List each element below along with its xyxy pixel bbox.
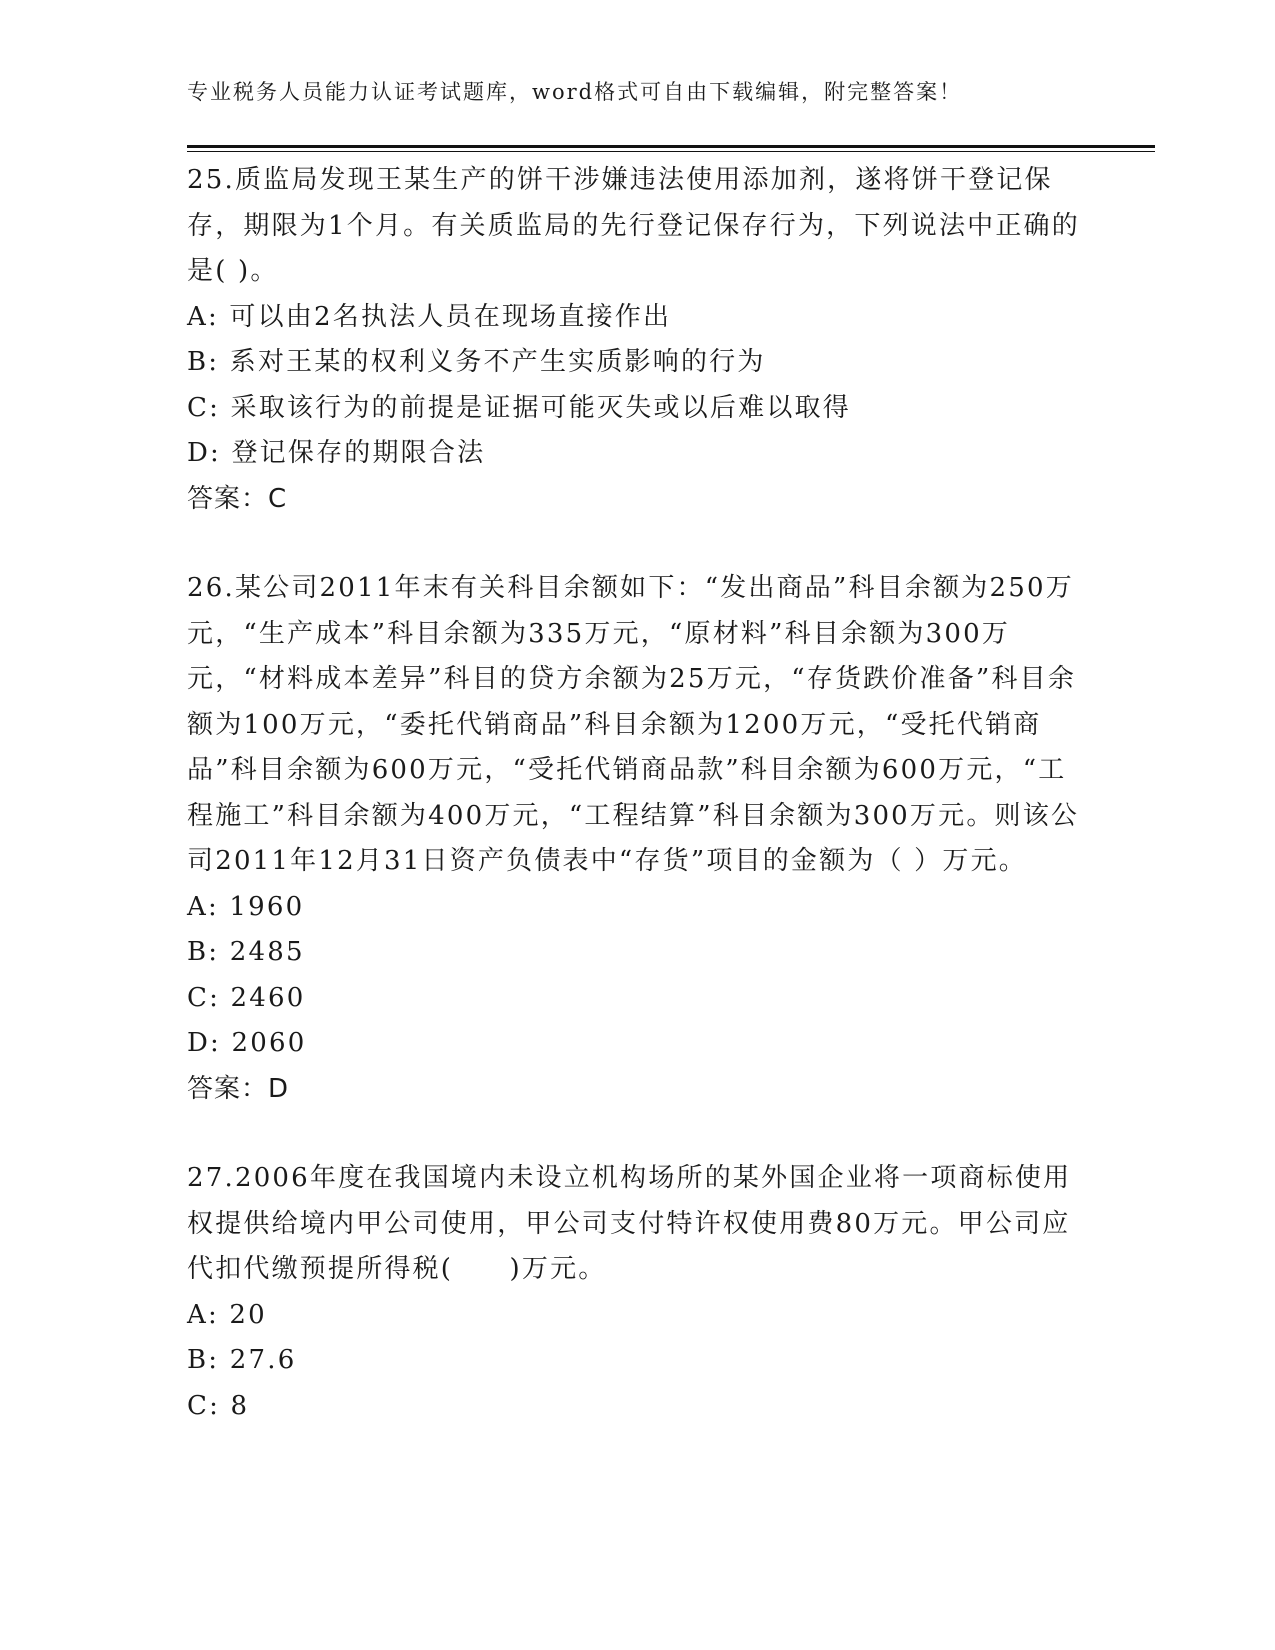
option-a <box>187 1293 1087 1339</box>
option-text: 8 <box>230 1390 250 1421</box>
question-list <box>187 158 1087 1429</box>
question-stem: 25.质监局发现王某生产的饼干涉嫌违法使用添加剂，遂将饼干登记保存，期限为1个月。有关质监局的先行登记保存行为，下列说法中正确的是( )。 <box>187 165 1080 286</box>
header-divider-thin <box>187 151 1155 152</box>
option-text: 2485 <box>229 937 305 967</box>
option-letter: C: <box>187 392 221 423</box>
question-stem: 27.2006年度在我国境内未设立机构场所的某外国企业将一项商标使用权提供给境内甲公司使用，甲公司支付特许权使用费80万元。甲公司应代扣代缴预提所得税( )万元。 <box>187 1163 1072 1284</box>
option-c <box>187 976 1087 1022</box>
question-25 <box>187 158 1087 522</box>
answer-label: 答案：D <box>187 1073 290 1104</box>
option-text: 登记保存的期限合法 <box>231 438 486 468</box>
option-letter: D: <box>187 1028 222 1058</box>
header-divider <box>187 145 1155 148</box>
option-text: 可以由2名执法人员在现场直接作出 <box>229 301 672 332</box>
option-text: 1960 <box>229 891 305 922</box>
option-letter: A: <box>187 301 219 332</box>
option-a <box>187 295 1087 341</box>
option-letter: B: <box>187 347 220 377</box>
spacer <box>187 1112 1087 1156</box>
option-letter: B: <box>187 937 220 967</box>
question-stem: 26.某公司2011年末有关科目余额如下：“发出商品”科目余额为250万元，“生产成本”科目余额为335万元，“原材料”科目余额为300万元，“材料成本差异”科目的贷方余额为25万元，“存货跌价准备”科目余额为100万元，“委托代销商品”科目余额为1200万元，“受托代销商品”科目余额为600万元，“受托代销商品款”科目余额为600万元，“工程施工”科目余额为400万元，“工程结算”科目余额为300万元。则该公司2011年12月31日资产负债表中“存货”项目的金额为（ ）万元。 <box>187 573 1080 876</box>
option-c <box>187 1384 1087 1430</box>
question-27 <box>187 1156 1087 1429</box>
option-letter: C: <box>187 1390 221 1421</box>
option-d <box>187 1021 1087 1067</box>
option-b <box>187 1338 1087 1384</box>
option-d <box>187 431 1087 477</box>
option-letter: A: <box>187 1299 219 1330</box>
option-a <box>187 885 1087 931</box>
option-c <box>187 386 1087 432</box>
option-text: 2060 <box>231 1028 307 1058</box>
option-letter: B: <box>187 1345 220 1375</box>
option-text: 27.6 <box>229 1345 297 1375</box>
question-26 <box>187 566 1087 1112</box>
page-header: 专业税务人员能力认证考试题库，word格式可自由下载编辑，附完整答案！ <box>187 80 963 104</box>
option-b <box>187 930 1087 976</box>
option-text: 系对王某的权利义务不产生实质影响的行为 <box>229 347 766 377</box>
option-text: 20 <box>229 1299 267 1330</box>
option-letter: D: <box>187 438 222 468</box>
option-b <box>187 340 1087 386</box>
option-text: 采取该行为的前提是证据可能灭失或以后难以取得 <box>230 392 851 423</box>
answer-label: 答案：C <box>187 483 288 514</box>
option-letter: C: <box>187 982 221 1013</box>
option-letter: A: <box>187 891 219 922</box>
option-text: 2460 <box>230 982 306 1013</box>
spacer <box>187 522 1087 566</box>
